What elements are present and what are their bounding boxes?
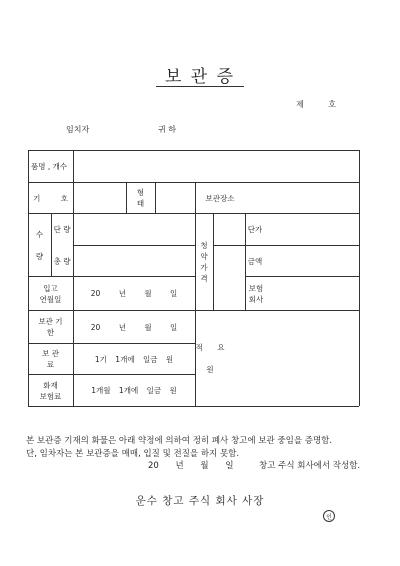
entry-date-label: 입고 연월일 [39, 283, 62, 304]
shape-label: 형 태 [136, 188, 145, 208]
unit-quantity-label: 단 량 [53, 225, 71, 234]
storage-period-label: 보관 기 한 [38, 317, 63, 337]
honorific-label: 귀 하 [158, 125, 176, 134]
storage-fee-value: 1기 1개에 일금 원 [94, 354, 174, 364]
bid-price-label: 청 약 가 격 [200, 241, 208, 283]
total-quantity-label: 총 량 [53, 256, 71, 266]
footer-date-line: 20 년 월 일 [148, 461, 234, 471]
storage-fee-label: 보 관 료 [42, 349, 59, 369]
insurance-company-label: 보험 회사 [248, 283, 264, 304]
footer-certification-line: 본 보관증 기재의 화물은 아래 약정에 의하여 정히 폐사 창고에 보관 중임을 증명함. [26, 436, 333, 446]
footer-issuer-line: 창고 주식 회사에서 작성함. [259, 461, 361, 471]
remarks-label: 적 요 원 [195, 343, 225, 374]
title-underline [156, 86, 244, 87]
fire-insurance-label: 화재 보험료 [39, 380, 62, 401]
symbol-label: 기 호 [33, 193, 68, 203]
storage-place-label: 보관장소 [205, 193, 235, 203]
entry-date-value: 20 년 월 일 [90, 289, 178, 298]
storage-period-value: 20 년 월 일 [90, 322, 178, 332]
page-title: 보 관 증 [164, 67, 236, 87]
fire-insurance-value: 1개월 1개에 일금 원 [91, 386, 177, 395]
company-president: 운수 창고 주식 회사 사장 [135, 495, 265, 507]
amount-label: 금액 [247, 256, 263, 266]
footer-restriction-line: 단, 임차자는 본 보관증을 매매, 입질 및 전질을 하지 못함. [26, 449, 240, 459]
item-name-label: 품명 , 개수 [31, 162, 68, 171]
depositor-label: 임치자 [66, 125, 90, 134]
quantity-label: 수 량 [35, 229, 44, 261]
seal-mark: 인 [323, 510, 335, 522]
unit-price-label: 단가 [247, 225, 263, 234]
document-number-label: 제 호 [296, 100, 336, 109]
